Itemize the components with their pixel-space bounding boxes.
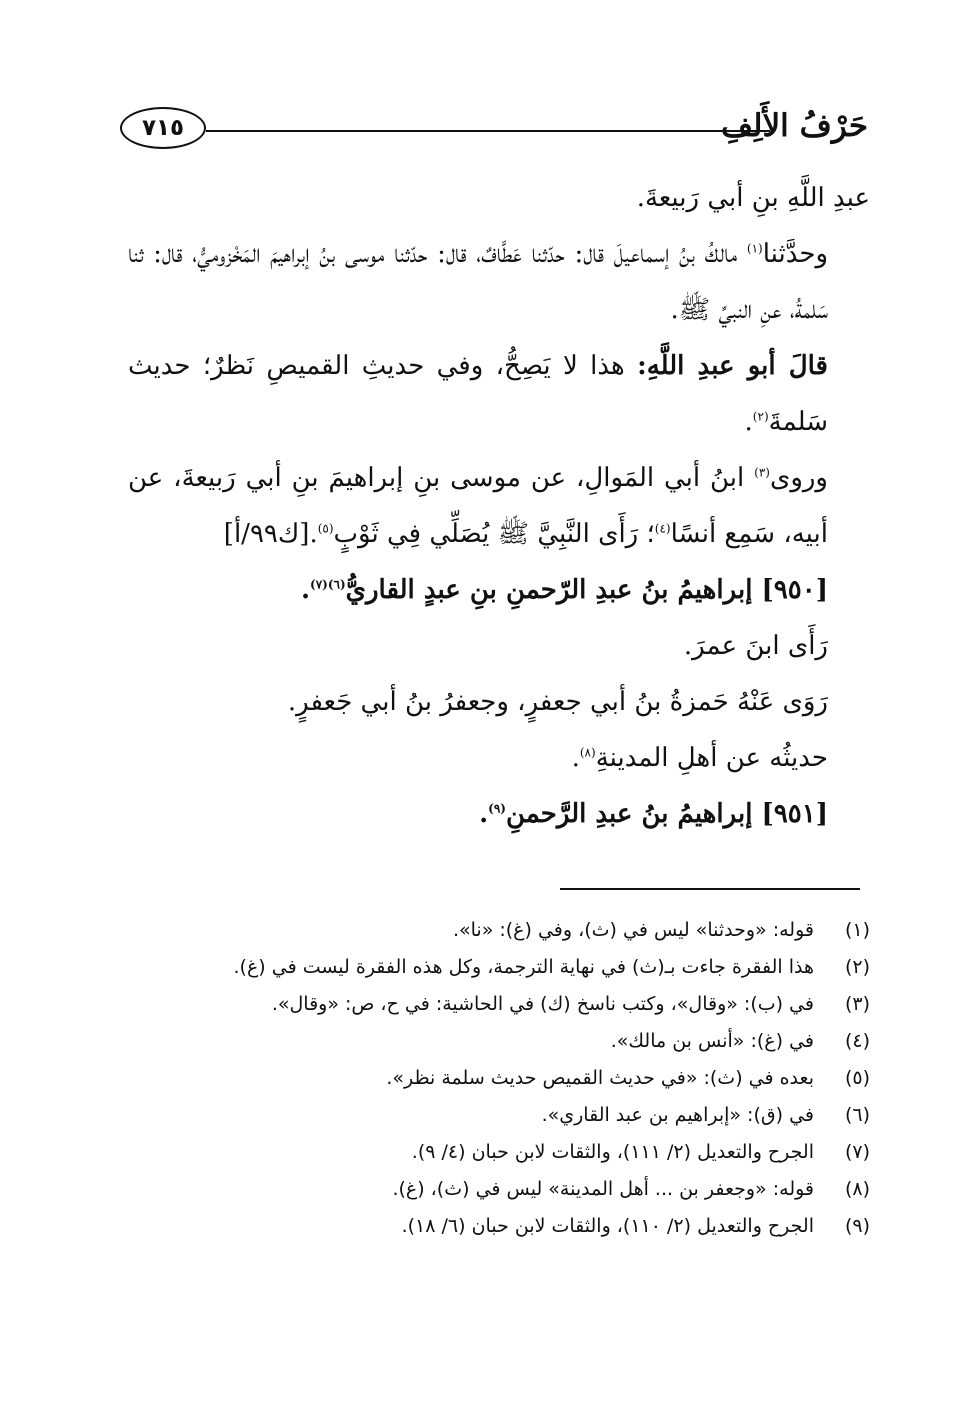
running-title: حَرْفُ الأَلِفِ <box>720 108 868 144</box>
main-text <box>128 170 870 842</box>
entry-951-title <box>128 786 870 842</box>
footnote-separator <box>560 888 860 890</box>
footnote-text: بعده في (ث): «في حديث القميص حديث سلمة نظر». <box>386 1067 814 1089</box>
footnote-ref-8[interactable]: (٨) <box>579 745 596 760</box>
footnote-ref-3[interactable]: (٣) <box>754 465 770 480</box>
paragraph-2 <box>128 226 870 338</box>
entry-950-title-end: . <box>300 575 310 605</box>
footnote-text: الجرح والتعديل (٢/ ١١١)، والثقات لابن حبان (٤/ ٩). <box>411 1141 814 1163</box>
footnote-number: (٨) <box>844 1178 870 1200</box>
entry-950-title <box>128 562 870 618</box>
header-rule <box>206 130 770 132</box>
footnote-item <box>128 1060 870 1097</box>
footnote-number: (١) <box>844 919 870 941</box>
footnote-item <box>128 986 870 1023</box>
entry-950-line-1-text: رَأَى ابنَ عمرَ. <box>683 631 828 661</box>
footnote-item <box>128 1097 870 1134</box>
paragraph-1 <box>128 170 870 226</box>
footnote-ref-1[interactable]: (١) <box>746 241 763 256</box>
entry-950-line-3 <box>128 730 870 786</box>
page-number-badge: ٧١٥ <box>120 107 206 149</box>
entry-951-title-text: [٩٥١] إبراهيمُ بنُ عبدِ الرَّحمنِ <box>505 799 828 829</box>
paragraph-4-text-c: ؛ رَأَى النَّبِيَّ ﷺ يُصَلِّي فِي ثَوْبٍ <box>333 519 655 549</box>
footnote-ref-9[interactable]: (٩) <box>488 801 506 816</box>
footnote-item <box>128 912 870 949</box>
paragraph-4-text-a: وروى <box>769 463 828 493</box>
paragraph-4-text-d: .[ك٩٩/أ] <box>223 519 318 549</box>
paragraph-4-text-b: ابنُ أبي المَوالِ، عن موسى بنِ إبراهيمَ بنِ أبي رَبيعةَ، عن أبيه، سَمِع أنسًا <box>128 463 828 549</box>
footnote-ref-2[interactable]: (٢) <box>752 409 769 424</box>
paragraph-3-text-a: هذا لا يَصِحُّ، وفي حديثِ القميصِ نَظرٌ؛ حديث سَلمةَ <box>128 351 828 437</box>
footnote-ref-6-7[interactable]: (٦)(٧) <box>310 577 346 592</box>
footnote-text: قوله: «وحدثنا» ليس في (ث)، وفي (غ): «نا». <box>452 919 814 941</box>
page-header <box>120 104 868 158</box>
footnote-ref-5[interactable]: (٥) <box>317 521 334 536</box>
footnote-item <box>128 1023 870 1060</box>
entry-950-line-2 <box>128 674 870 730</box>
footnote-text: في (ب): «وقال»، وكتب ناسخ (ك) في الحاشية: في ح، ص: «وقال». <box>271 993 814 1015</box>
entry-951-title-end: . <box>479 799 489 829</box>
footnote-number: (٦) <box>844 1104 870 1126</box>
footnote-number: (٥) <box>844 1067 870 1089</box>
footnote-number: (٧) <box>844 1141 870 1163</box>
paragraph-3-text-b: . <box>744 407 753 437</box>
footnote-text: قوله: «وجعفر بن ... أهل المدينة» ليس في (ث)، (غ). <box>392 1178 814 1200</box>
entry-950-line-3-end: . <box>571 743 580 773</box>
entry-950-line-3-text: حديثُه عن أهلِ المدينةِ <box>595 743 828 773</box>
paragraph-3 <box>128 338 870 450</box>
footnote-item <box>128 949 870 986</box>
footnote-number: (٤) <box>844 1030 870 1052</box>
footnote-number: (٩) <box>844 1215 870 1237</box>
footnote-number: (٣) <box>844 993 870 1015</box>
paragraph-2-text-a: وحدَّثنا <box>762 239 828 269</box>
footnotes-list <box>128 912 870 1245</box>
footnote-item <box>128 1208 870 1245</box>
paragraph-3-lead: قالَ أبو عبدِ اللَّهِ: <box>637 351 828 381</box>
footnote-number: (٢) <box>844 956 870 978</box>
footnote-text: في (ق): «إبراهيم بن عبد القاري». <box>541 1104 814 1126</box>
entry-950-line-1 <box>128 618 870 674</box>
footnote-text: في (غ): «أنس بن مالك». <box>610 1030 814 1052</box>
footnote-text: الجرح والتعديل (٢/ ١١٠)، والثقات لابن حبان (٦/ ١٨). <box>401 1215 814 1237</box>
paragraph-4 <box>128 450 870 562</box>
entry-950-title-text: [٩٥٠] إبراهيمُ بنُ عبدِ الرّحمنِ بنِ عبدٍ القاريُّ <box>345 575 828 605</box>
footnote-text: هذا الفقرة جاءت بـ(ث) في نهاية الترجمة، وكل هذه الفقرة ليست في (غ). <box>233 956 814 978</box>
footnote-item <box>128 1134 870 1171</box>
entry-950-line-2-text: رَوَى عَنْهُ حَمزةُ بنُ أبي جعفرٍ، وجعفرُ بنُ أبي جَعفرٍ. <box>287 687 828 717</box>
paragraph-1-text: عبدِ اللَّهِ بنِ أبي رَبيعةَ. <box>636 183 870 213</box>
paragraph-2-text-b: مالكُ بنُ إسماعيلَ قال: حدّثنا عَطَّافٌ، قال: حدّثنا موسى بنُ إبراهيمَ المَخْزوميُّ، قال: ثنا سَلمةُ، عنِ النبيِّ ﷺ. <box>128 239 828 325</box>
footnote-item <box>128 1171 870 1208</box>
footnote-ref-4[interactable]: (٤) <box>654 521 671 536</box>
